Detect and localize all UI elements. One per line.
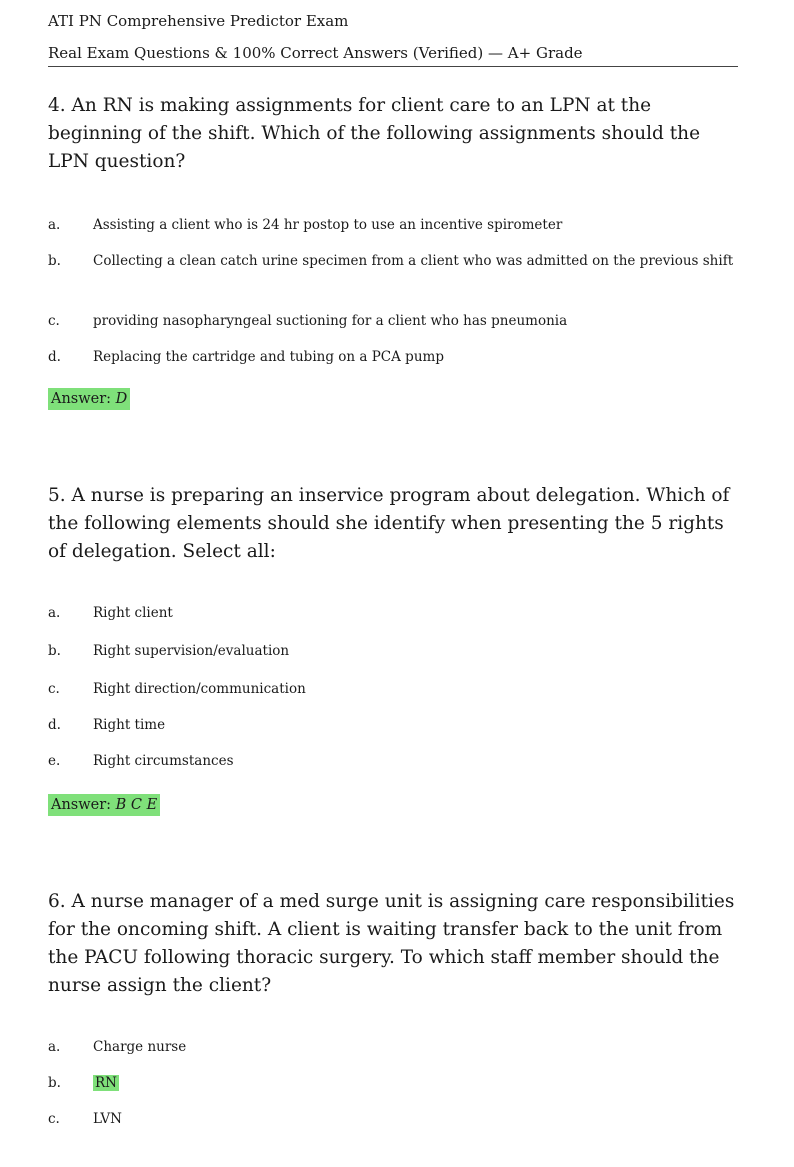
option-letter: a. — [48, 605, 61, 621]
option-text: Right client — [93, 605, 173, 621]
option-letter: c. — [48, 313, 60, 329]
option-letter: c. — [48, 1111, 60, 1127]
answer-badge — [48, 388, 130, 410]
answer-label: Answer: — [51, 391, 112, 407]
question-number: 6. — [48, 891, 66, 912]
option-text: Charge nurse — [93, 1039, 187, 1055]
header-divider — [48, 66, 738, 67]
answer-label: Answer: — [51, 797, 112, 813]
page-header — [48, 10, 738, 64]
question-6 — [48, 888, 740, 1127]
option-letter: c. — [48, 681, 60, 697]
document-title: ATI PN Comprehensive Predictor Exam — [48, 12, 349, 30]
option-text: Collecting a clean catch urine specimen from a client who was admitted on the previous shift — [93, 253, 734, 269]
answer-value: B C E — [115, 797, 158, 813]
question-number: 4. — [48, 95, 66, 116]
option-text: LVN — [93, 1111, 122, 1127]
question-4 — [48, 92, 740, 407]
question-text — [48, 888, 740, 1000]
question-body: An RN is making assignments for client care to an LPN at the beginning of the shift. Which of the following assignments should the LPN question? — [48, 95, 701, 172]
option-letter: d. — [48, 349, 61, 365]
option-text: Right time — [93, 717, 166, 733]
question-text — [48, 482, 740, 566]
question-number: 5. — [48, 485, 66, 506]
question-text — [48, 92, 740, 176]
option-letter: b. — [48, 253, 61, 269]
option-text: Right circumstances — [93, 753, 234, 769]
option-letter: b. — [48, 643, 61, 659]
question-body: A nurse is preparing an inservice program about delegation. Which of the following elements should she identify when presenting the 5 rights of delegation. Select all: — [48, 485, 730, 562]
option-letter: e. — [48, 753, 61, 769]
document-subtitle: Real Exam Questions & 100% Correct Answers (Verified) — A+ Grade — [48, 44, 583, 62]
option-text: Replacing the cartridge and tubing on a PCA pump — [93, 349, 444, 365]
option-text: Right direction/communication — [93, 681, 306, 697]
option-letter: a. — [48, 217, 61, 233]
correct-answer-highlight: RN — [95, 1075, 117, 1091]
option-letter: a. — [48, 1039, 61, 1055]
question-5 — [48, 482, 740, 813]
option-letter: b. — [48, 1075, 61, 1091]
option-text: Assisting a client who is 24 hr postop to use an incentive spirometer — [93, 217, 563, 233]
option-letter: d. — [48, 717, 61, 733]
option-text-highlighted — [93, 1072, 739, 1094]
option-text: Right supervision/evaluation — [93, 643, 290, 659]
option-text: providing nasopharyngeal suctioning for a client who has pneumonia — [93, 313, 568, 329]
question-body: A nurse manager of a med surge unit is assigning care responsibilities for the oncoming shift. A client is waiting transfer back to the unit from the PACU following thoracic surgery. To which staff member should the nurse assign the client? — [48, 891, 735, 996]
answer-badge — [48, 794, 160, 816]
answer-value: D — [115, 391, 128, 407]
